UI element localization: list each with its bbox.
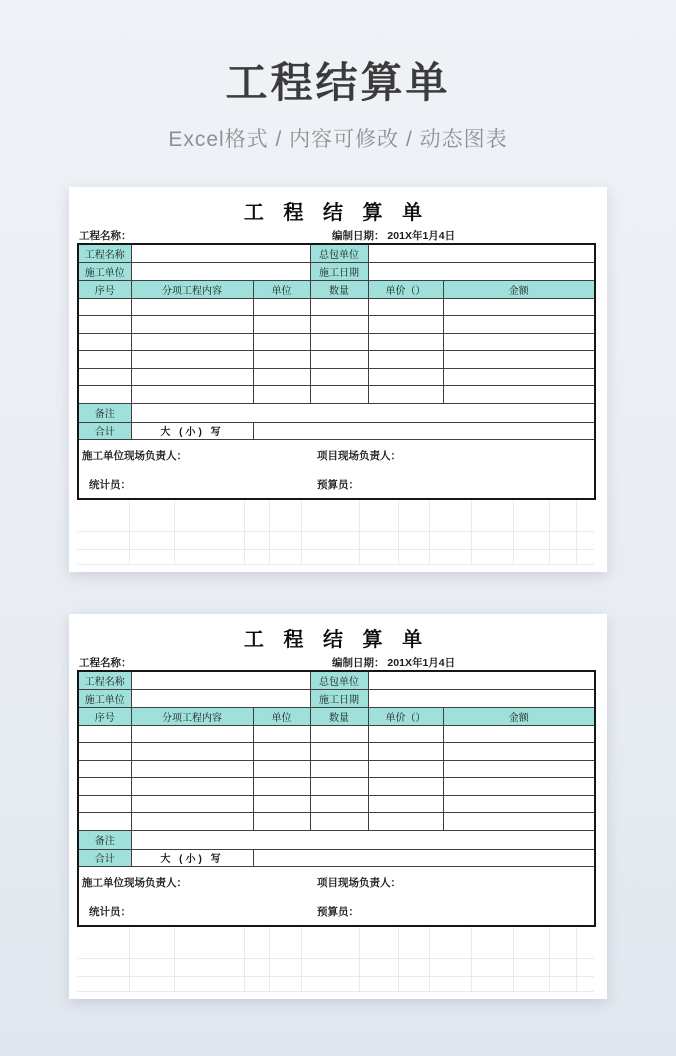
- remark-row: [78, 830, 595, 849]
- empty-cell: [78, 725, 131, 743]
- empty-cell: [443, 813, 595, 831]
- empty-cell: [310, 386, 368, 404]
- empty-cell: [368, 813, 443, 831]
- spreadsheet-ghost-grid: [77, 500, 594, 565]
- column-header: 金额: [443, 707, 595, 725]
- compile-date-value: 201X年1月4日: [387, 657, 456, 669]
- ghost-grid-cell: [550, 927, 577, 958]
- info-row: [78, 689, 595, 707]
- ghost-grid-cell: [270, 959, 302, 976]
- column-header-row: [78, 280, 595, 298]
- spreadsheet-preview-card[interactable]: [69, 614, 607, 999]
- spreadsheet-ghost-grid: [77, 927, 594, 992]
- ghost-grid-cell: [270, 500, 302, 531]
- empty-cell: [443, 760, 595, 778]
- ghost-grid-cell: [430, 927, 472, 958]
- ghost-grid-cell: [360, 959, 399, 976]
- page-header: [0, 0, 676, 153]
- ghost-grid-cell: [302, 927, 360, 958]
- empty-cell: [253, 725, 310, 743]
- ghost-grid-cell: [360, 927, 399, 958]
- empty-cell: [78, 795, 131, 813]
- ghost-grid-cell: [130, 959, 175, 976]
- statistician-label: 统计员：: [89, 478, 131, 491]
- empty-cell: [131, 813, 253, 831]
- info-label: 施工单位: [78, 262, 131, 280]
- info-label: 工程名称: [78, 671, 131, 689]
- empty-cell: [253, 778, 310, 796]
- column-header: 分项工程内容: [131, 707, 253, 725]
- statistician-label: 统计员：: [89, 905, 131, 918]
- ghost-grid-cell: [360, 977, 399, 991]
- empty-cell: [253, 351, 310, 369]
- ghost-grid-cell: [550, 959, 577, 976]
- empty-cell: [131, 778, 253, 796]
- info-value-cell: [368, 244, 595, 262]
- empty-cell: [310, 813, 368, 831]
- ghost-grid-cell: [360, 532, 399, 549]
- signature-cell: [78, 439, 595, 499]
- empty-cell: [443, 333, 595, 351]
- ghost-grid-row: [77, 500, 594, 532]
- empty-cell: [78, 760, 131, 778]
- ghost-grid-cell: [77, 500, 130, 531]
- total-value-cell: [253, 422, 595, 439]
- empty-cell: [443, 725, 595, 743]
- total-caps-label: 大 (小) 写: [131, 849, 253, 866]
- empty-cell: [253, 316, 310, 334]
- settlement-table: [77, 243, 596, 500]
- total-value-cell: [253, 849, 595, 866]
- ghost-grid-cell: [270, 550, 302, 564]
- ghost-grid-cell: [430, 977, 472, 991]
- ghost-grid-cell: [245, 550, 270, 564]
- ghost-grid-cell: [399, 977, 430, 991]
- ghost-grid-cell: [472, 532, 514, 549]
- empty-cell: [253, 386, 310, 404]
- empty-data-row: [78, 386, 595, 404]
- ghost-grid-cell: [514, 532, 550, 549]
- empty-cell: [78, 813, 131, 831]
- ghost-grid-cell: [175, 532, 245, 549]
- column-header: 分项工程内容: [131, 280, 253, 298]
- signature-line-1: [79, 867, 594, 896]
- empty-cell: [131, 368, 253, 386]
- signature-row: [78, 866, 595, 926]
- ghost-grid-cell: [245, 532, 270, 549]
- ghost-grid-cell: [270, 927, 302, 958]
- ghost-grid-cell: [130, 927, 175, 958]
- empty-data-row: [78, 351, 595, 369]
- empty-cell: [443, 795, 595, 813]
- empty-cell: [368, 351, 443, 369]
- empty-cell: [310, 743, 368, 761]
- empty-cell: [368, 316, 443, 334]
- column-header: 序号: [78, 707, 131, 725]
- ghost-grid-cell: [514, 959, 550, 976]
- ghost-grid-cell: [550, 550, 577, 564]
- empty-data-row: [78, 333, 595, 351]
- signature-cell: [78, 866, 595, 926]
- estimator-label: 预算员：: [317, 905, 359, 918]
- info-row: [78, 262, 595, 280]
- empty-cell: [368, 725, 443, 743]
- ghost-grid-cell: [472, 927, 514, 958]
- empty-cell: [131, 795, 253, 813]
- ghost-grid-cell: [360, 500, 399, 531]
- ghost-grid-cell: [430, 959, 472, 976]
- ghost-grid-cell: [77, 927, 130, 958]
- ghost-grid-cell: [302, 959, 360, 976]
- ghost-grid-cell: [77, 977, 130, 991]
- settlement-table: [77, 670, 596, 927]
- project-name-label: 工程名称：: [79, 230, 132, 242]
- total-label: 合计: [78, 422, 131, 439]
- ghost-grid-cell: [514, 977, 550, 991]
- empty-cell: [131, 386, 253, 404]
- empty-cell: [131, 760, 253, 778]
- compile-date-label: 编制日期：: [332, 230, 385, 242]
- ghost-grid-cell: [514, 927, 550, 958]
- empty-cell: [78, 368, 131, 386]
- ghost-grid-cell: [360, 550, 399, 564]
- info-value-cell: [131, 671, 310, 689]
- estimator-label: 预算员：: [317, 478, 359, 491]
- empty-cell: [443, 386, 595, 404]
- remark-value-cell: [131, 403, 595, 422]
- ghost-grid-row: [77, 927, 594, 959]
- ghost-grid-cell: [77, 532, 130, 549]
- empty-cell: [253, 743, 310, 761]
- empty-cell: [310, 760, 368, 778]
- empty-cell: [443, 351, 595, 369]
- ghost-grid-cell: [245, 500, 270, 531]
- ghost-grid-cell: [430, 500, 472, 531]
- empty-cell: [131, 298, 253, 316]
- empty-data-row: [78, 368, 595, 386]
- ghost-grid-row: [77, 959, 594, 977]
- empty-cell: [253, 298, 310, 316]
- empty-data-row: [78, 813, 595, 831]
- empty-cell: [253, 760, 310, 778]
- ghost-grid-cell: [399, 532, 430, 549]
- ghost-grid-cell: [175, 500, 245, 531]
- empty-cell: [310, 778, 368, 796]
- ghost-grid-cell: [130, 550, 175, 564]
- remark-label: 备注: [78, 403, 131, 422]
- ghost-grid-cell: [399, 550, 430, 564]
- column-header: 单位: [253, 280, 310, 298]
- ghost-grid-row: [77, 977, 594, 992]
- info-value-cell: [368, 671, 595, 689]
- info-label: 总包单位: [310, 244, 368, 262]
- ghost-grid-cell: [77, 550, 130, 564]
- empty-cell: [253, 333, 310, 351]
- empty-cell: [443, 778, 595, 796]
- signature-line-2: [79, 469, 594, 498]
- empty-data-row: [78, 725, 595, 743]
- ghost-grid-cell: [399, 500, 430, 531]
- ghost-grid-cell: [130, 977, 175, 991]
- ghost-grid-cell: [302, 532, 360, 549]
- empty-cell: [78, 351, 131, 369]
- empty-cell: [368, 760, 443, 778]
- empty-cell: [78, 298, 131, 316]
- ghost-grid-cell: [514, 500, 550, 531]
- ghost-grid-cell: [472, 500, 514, 531]
- ghost-grid-cell: [175, 959, 245, 976]
- empty-cell: [253, 795, 310, 813]
- ghost-grid-cell: [514, 550, 550, 564]
- ghost-grid-cell: [472, 977, 514, 991]
- compile-date-label: 编制日期：: [332, 657, 385, 669]
- empty-cell: [368, 743, 443, 761]
- info-value-cell: [131, 689, 310, 707]
- empty-cell: [368, 333, 443, 351]
- column-header: 单位: [253, 707, 310, 725]
- info-value-cell: [368, 262, 595, 280]
- page-subtitle: Excel格式 / 内容可修改 / 动态图表: [168, 128, 508, 151]
- empty-cell: [310, 333, 368, 351]
- empty-cell: [310, 351, 368, 369]
- empty-cell: [131, 725, 253, 743]
- empty-cell: [310, 298, 368, 316]
- empty-cell: [131, 351, 253, 369]
- signature-line-2: [79, 896, 594, 925]
- ghost-grid-cell: [302, 550, 360, 564]
- info-value-cell: [131, 244, 310, 262]
- empty-cell: [131, 316, 253, 334]
- column-header: 数量: [310, 280, 368, 298]
- empty-cell: [78, 386, 131, 404]
- ghost-grid-cell: [577, 500, 594, 531]
- ghost-grid-cell: [472, 959, 514, 976]
- ghost-grid-cell: [270, 977, 302, 991]
- empty-cell: [368, 386, 443, 404]
- ghost-grid-cell: [175, 977, 245, 991]
- info-value-cell: [131, 262, 310, 280]
- empty-cell: [78, 743, 131, 761]
- empty-cell: [310, 316, 368, 334]
- project-manager-label: 项目现场负责人：: [317, 449, 401, 462]
- ghost-grid-cell: [302, 500, 360, 531]
- ghost-grid-cell: [430, 550, 472, 564]
- ghost-grid-cell: [175, 927, 245, 958]
- empty-cell: [310, 368, 368, 386]
- empty-cell: [443, 316, 595, 334]
- empty-cell: [368, 795, 443, 813]
- info-row: [78, 244, 595, 262]
- ghost-grid-cell: [175, 550, 245, 564]
- remark-row: [78, 403, 595, 422]
- ghost-grid-cell: [577, 532, 594, 549]
- empty-cell: [368, 778, 443, 796]
- empty-cell: [253, 368, 310, 386]
- ghost-grid-cell: [550, 977, 577, 991]
- ghost-grid-row: [77, 532, 594, 550]
- ghost-grid-cell: [77, 959, 130, 976]
- empty-data-row: [78, 316, 595, 334]
- compile-date: [332, 655, 455, 670]
- sheet-meta-row: [77, 654, 596, 670]
- ghost-grid-cell: [245, 959, 270, 976]
- ghost-grid-cell: [245, 927, 270, 958]
- empty-cell: [131, 743, 253, 761]
- info-label: 工程名称: [78, 244, 131, 262]
- ghost-grid-cell: [550, 500, 577, 531]
- column-header: 单价（）: [368, 280, 443, 298]
- ghost-grid-cell: [399, 927, 430, 958]
- column-header: 序号: [78, 280, 131, 298]
- ghost-grid-cell: [430, 532, 472, 549]
- empty-cell: [443, 743, 595, 761]
- total-label: 合计: [78, 849, 131, 866]
- total-row: [78, 422, 595, 439]
- empty-data-row: [78, 760, 595, 778]
- ghost-grid-cell: [245, 977, 270, 991]
- total-row: [78, 849, 595, 866]
- empty-cell: [78, 316, 131, 334]
- ghost-grid-cell: [399, 959, 430, 976]
- column-header: 数量: [310, 707, 368, 725]
- sheet-title: 工 程 结 算 单: [243, 202, 430, 224]
- project-name-label: 工程名称：: [79, 657, 132, 669]
- empty-cell: [443, 298, 595, 316]
- project-manager-label: 项目现场负责人：: [317, 876, 401, 889]
- ghost-grid-cell: [302, 977, 360, 991]
- total-caps-label: 大 (小) 写: [131, 422, 253, 439]
- empty-cell: [78, 333, 131, 351]
- ghost-grid-cell: [577, 977, 594, 991]
- empty-data-row: [78, 778, 595, 796]
- signature-row: [78, 439, 595, 499]
- sheet-meta-row: [77, 227, 596, 243]
- ghost-grid-row: [77, 550, 594, 565]
- empty-data-row: [78, 298, 595, 316]
- template-preview-list: [69, 187, 607, 999]
- empty-data-row: [78, 795, 595, 813]
- spreadsheet-preview-card[interactable]: [69, 187, 607, 572]
- compile-date: [332, 228, 455, 243]
- column-header-row: [78, 707, 595, 725]
- info-label: 施工日期: [310, 689, 368, 707]
- column-header: 金额: [443, 280, 595, 298]
- ghost-grid-cell: [577, 959, 594, 976]
- empty-data-row: [78, 743, 595, 761]
- page-title: 工程结算单: [225, 59, 451, 106]
- signature-line-1: [79, 440, 594, 469]
- remark-label: 备注: [78, 830, 131, 849]
- ghost-grid-cell: [130, 532, 175, 549]
- ghost-grid-cell: [270, 532, 302, 549]
- empty-cell: [368, 298, 443, 316]
- info-value-cell: [368, 689, 595, 707]
- site-manager-label: 施工单位现场负责人：: [82, 449, 187, 462]
- empty-cell: [443, 368, 595, 386]
- ghost-grid-cell: [577, 927, 594, 958]
- info-label: 总包单位: [310, 671, 368, 689]
- info-label: 施工日期: [310, 262, 368, 280]
- empty-cell: [368, 368, 443, 386]
- compile-date-value: 201X年1月4日: [387, 230, 456, 242]
- empty-cell: [78, 778, 131, 796]
- empty-cell: [131, 333, 253, 351]
- site-manager-label: 施工单位现场负责人：: [82, 876, 187, 889]
- ghost-grid-cell: [130, 500, 175, 531]
- empty-cell: [310, 725, 368, 743]
- sheet-title: 工 程 结 算 单: [243, 629, 430, 651]
- ghost-grid-cell: [472, 550, 514, 564]
- empty-cell: [253, 813, 310, 831]
- ghost-grid-cell: [550, 532, 577, 549]
- empty-cell: [310, 795, 368, 813]
- ghost-grid-cell: [577, 550, 594, 564]
- remark-value-cell: [131, 830, 595, 849]
- column-header: 单价（）: [368, 707, 443, 725]
- info-row: [78, 671, 595, 689]
- info-label: 施工单位: [78, 689, 131, 707]
